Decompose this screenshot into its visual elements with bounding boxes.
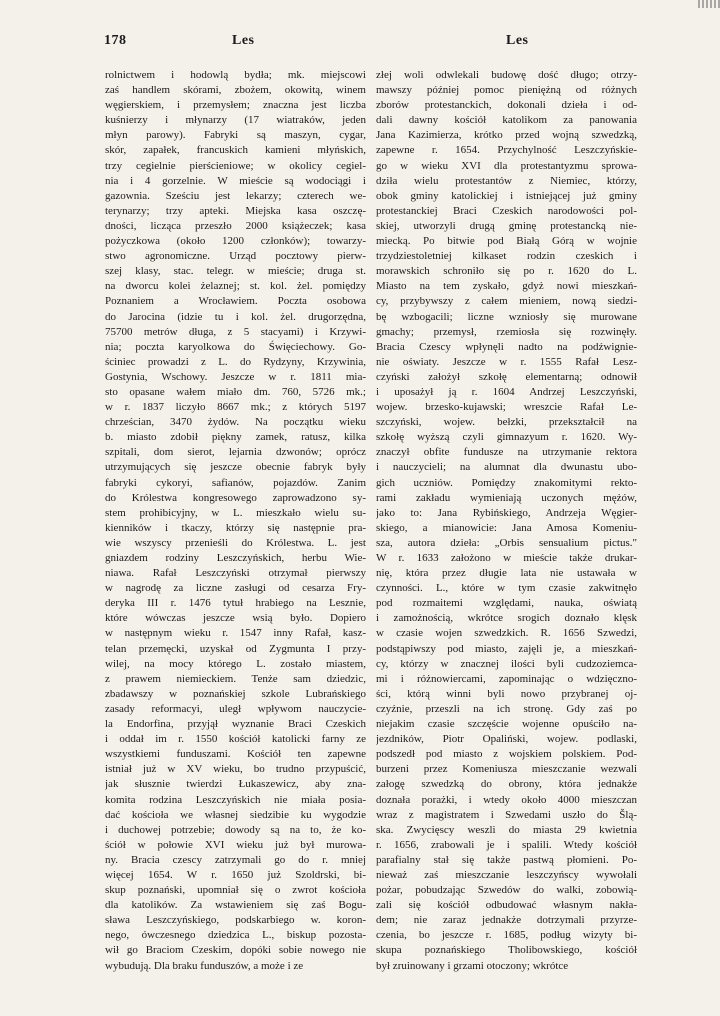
text-line: złej woli odwlekali budowę dość długo; otrzy- (376, 69, 637, 81)
text-line: doznała porażki, i wtedy około 4000 mieszczan (376, 793, 637, 806)
text-line: sto opasane wałem miało dm. 760, 5726 mk.; (105, 385, 366, 398)
text-line: sza, autora dzieła: „Orbis sensualium pictus." (376, 536, 637, 549)
text-line: mawszy później pomoc pieniężną od różnych (376, 84, 637, 97)
text-line: la Endorfina, przyjął wyznanie Braci Czeskich (105, 718, 366, 731)
text-line: ściół w połowie XVI wieku już był murowa- (105, 838, 366, 851)
text-line: czenia, bo jeszcze r. 1685, podług wizyty bi- (376, 929, 637, 942)
text-line: wił go Braciom Czeskim, dopóki sobie nowego nie (105, 944, 366, 957)
text-line: pożar, pobudzając Szwedów do walki, zobowią- (376, 884, 637, 897)
text-line: stem prohibicyjny, w L. mieszkało wielu su- (105, 506, 366, 519)
text-line: rami zakładu wymieniają uczonych mężów, (376, 491, 637, 504)
text-line: cy, przybywszy z całem mieniem, nową siedzi- (376, 295, 637, 308)
text-line: obok gminy katolickiej i istniejącej już gminy (376, 189, 637, 202)
text-line: zbadawszy w poznańskiej szkole Lubrańskiego (105, 687, 366, 700)
text-line: ściniec prowadzi z L. do Rydzyny, Krzywinia, (105, 355, 366, 368)
text-line: cy, którzy w znacznej ilości byli cudzoziemca- (376, 657, 637, 670)
text-line: nieważ zaś mieszczanie leszczyńscy wywołali (376, 868, 637, 881)
text-line: ny. Bracia czescy zatrzymali go do r. mniej (105, 853, 366, 866)
text-line: dziła wielu protestantów z Niemiec, którzy, (376, 174, 637, 187)
text-line: czyźnie, przeszli na ich stronę. Gdy zaś po (376, 702, 637, 715)
text-line: zali się kościół odbudować własnym nakła- (376, 899, 637, 912)
text-line: pożyczkowa (około 1200 członków); towarzy- (105, 235, 366, 248)
text-line: na dworcu kolei żelaznej; st. kol. żel. pomiędzy (105, 280, 366, 293)
text-line: węgierskiem, i przemysłem; znaczna jest liczba (105, 99, 366, 112)
text-line: skór, zapałek, francuskich kamieni młyńskich, (105, 144, 366, 157)
text-line: skiej, utworzyli drugą gminę protestancką nie- (376, 219, 637, 232)
page-header (104, 33, 620, 53)
text-line: nię, która przez długie lata nie ustawała w (376, 567, 637, 580)
running-title-left: Les (232, 33, 255, 48)
text-line: kienników i tkaczy, którzy się następnie pra- (105, 521, 366, 534)
text-line: morawskich schroniło się po r. 1620 do L. (376, 265, 637, 278)
text-line: gniazdem rodziny Leszczyńskich, herbu Wie- (105, 552, 366, 564)
text-line: dności, licząca przeszło 2000 książeczek; kasa (105, 219, 366, 232)
text-line: skupa poznańskiego Tholibowskiego, kościół (376, 944, 637, 957)
scan-edge-mark (698, 0, 720, 8)
text-line: burzeni przez Komeniusza mieszczanie wezwali (376, 763, 637, 776)
text-line: trzydziestoletniej kilkaset rodzin czeskich i (376, 250, 637, 263)
text-line: i oddał im r. 1550 kościół katolicki farny ze (105, 733, 366, 746)
text-line: go w wieku XVI dla protestantyzmu sprowa- (376, 159, 637, 172)
text-line: nego, ówczesnego dziedzica L., biskup pozosta- (105, 929, 366, 942)
text-line: podstąpiwszy pod miasto, zajęli je, a mieszkań- (376, 642, 637, 655)
text-line: czynności. L., które w tym czasie zakwitnęło (376, 582, 637, 595)
text-line: bę wzbogacili; liczne wzniosły się murowane (376, 310, 637, 323)
text-line: gazownia. Sześciu jest lekarzy; czterech we- (105, 189, 366, 202)
text-line: pod rozmaitemi względami, nauka, oświatą (376, 597, 637, 610)
text-line: W r. 1633 założono w mieście także drukar- (376, 552, 637, 564)
text-line: utrzymujących się jeszcze obecnie fabryk były (105, 461, 366, 474)
text-line: r. 1656, zrabowali je i spalili. Wtedy kościół (376, 838, 637, 851)
text-line: szczyński, wojew. bełzki, przekształcił na (376, 416, 637, 429)
text-line: załogę szwedzką do obrony, która jednakże (376, 778, 637, 791)
text-line: Miasto na tem zyskało, gdyż nowi mieszkań- (376, 280, 637, 293)
text-line: zapewne r. 1654. Przychylność Leszczyńskie- (376, 144, 637, 157)
text-line: i zamożnością, wkrótce srogich doznało klęsk (376, 612, 637, 625)
text-line: sława Leszczyńskiego, podskarbiego w. koron- (105, 914, 366, 927)
text-line: nia; poczta karyolkowa do Święciechowy. Go- (105, 340, 366, 353)
text-line: b. miasto zdobił piękny zamek, ratusz, kilka (105, 431, 366, 444)
text-line: Bracia Czescy wpłynęli nadto na podźwignie- (376, 340, 637, 353)
text-line: dem; nie zaraz jednakże dotrzymali przyrze- (376, 914, 637, 927)
text-line: podszedł pod miasto z wojskiem polskiem. Pod- (376, 748, 637, 761)
text-line: które wówczas jeszcze wsią było. Dopiero (105, 612, 366, 625)
text-line: dali dawny kościół katolikom za panowania (376, 114, 637, 127)
text-line: telan przemęcki, uzyskał od Zygmunta I przy- (105, 642, 366, 655)
text-line: rolnictwem i hodowlą bydła; mk. miejscowi (105, 69, 366, 81)
text-line: szkołę wyższą czyli gimnazyum r. 1620. Wy- (376, 431, 637, 444)
text-line: wszystkiemi funduszami. Kościół ten zapewne (105, 748, 366, 761)
text-line: Gostynia, Wschowy. Jeszcze w r. 1811 mia- (105, 370, 366, 383)
text-line: i duchowej potrzebie; dowody są na to, że ko- (105, 823, 366, 836)
text-line: wie wszyscy przenieśli do Królestwa. L. jest (105, 536, 366, 549)
text-line: zborów protestanckich, dokonali dzieła i od- (376, 99, 637, 112)
text-line: Poznaniem a Wrocławiem. Poczta osobowa (105, 295, 366, 308)
text-line: fabryki cykoryi, safianów, pojazdów. Zanim (105, 476, 366, 489)
text-line: deryka III r. 1476 tytuł hrabiego na Lesznie, (105, 597, 366, 610)
text-line: zaś handlem skórami, zbożem, okowitą, winem (105, 84, 366, 97)
text-line: z prawem niemieckiem. Tenże sam dziedzic, (105, 672, 366, 685)
text-line: wybudują. Dla braku funduszów, a może i ze (105, 959, 304, 972)
text-line: nia i 4 gorzelnie. W mieście są wodociągi i (105, 174, 366, 187)
text-line: trzy cegielnie pierścieniowe; w okolicy cegiel- (105, 159, 366, 172)
text-line: wojew. brzesko-kujawski; wreszcie Rafał Le- (376, 401, 637, 414)
text-line: w następnym wieku r. 1547 inny Rafał, kasz- (105, 627, 366, 640)
text-line: jako to: Jana Rybińskiego, Andrzeja Węgier- (376, 506, 637, 519)
text-line: stwo agronomiczne. Urząd pocztowy pierw- (105, 250, 366, 263)
text-line: niejakim czasie szczęście wojenne opuściło na- (376, 718, 637, 731)
text-line: ści, którą winni byli nowo przybranej oj- (376, 687, 637, 700)
text-line: szpitali, dom sierot, lejarnia dzwonów; oprócz (105, 446, 366, 459)
text-line: skup poznański, upomniał się o zwrot kościoła (105, 884, 366, 897)
text-line: i nauczycieli; na alumnat dla dwunastu ubo- (376, 461, 637, 474)
text-line: był zruinowany i grzami otoczony; wkrótce (376, 959, 569, 972)
text-line: terynarzy; trzy apteki. Miejska kasa oszczę- (105, 204, 366, 217)
text-line: więcej 1654. W r. 1650 już Szoldrski, bi- (105, 868, 366, 881)
text-line: czyński założył szkołę elementarną; odnowił (376, 370, 637, 383)
text-line: istniał już w XV wieku, bo trudno przypuścić, (105, 763, 366, 776)
text-line: w nagrodę za liczne zasługi od cesarza Fry- (105, 582, 366, 595)
text-line: miecką. Po bitwie pod Białą Górą w wojnie (376, 235, 637, 248)
text-line: niawa. Rafał Leszczyński otrzymał pierwszy (105, 567, 366, 580)
text-line: gich uczniów. Pomiędzy znakomitymi rekto- (376, 476, 637, 489)
text-line: jezdników, Piotr Opaliński, wojew. podlaski, (376, 733, 637, 746)
text-line: chrześcian, 3470 żydów. Na początku wieku (105, 416, 366, 429)
right-text-column (376, 68, 637, 974)
text-line: nie oświaty. Jeszcze w r. 1555 Rafał Lesz- (376, 355, 637, 368)
text-line: do Królestwa kongresowego zaprowadzono sy- (105, 491, 366, 504)
text-line: jak słusznie twierdzi Łukaszewicz, aby zna- (105, 778, 366, 791)
text-line: znaczył obfite fundusze na utrzymanie rektora (376, 446, 637, 459)
text-line: do Jarocina (idzie tu i kol. żel. drugorzędna, (105, 310, 366, 323)
text-line: młyn parowy). Fabryki są maszyn, cygar, (105, 129, 366, 142)
text-line: w czasie wojen szwedzkich. R. 1656 Szwedzi, (376, 627, 637, 640)
text-line: mi i różnowiercami, zapominając o wdzięczno- (376, 672, 637, 685)
text-line: 75700 metrów długa, z 5 stacyami) i Krzywi- (105, 325, 366, 338)
text-line: wilej, na mocy którego L. zostało miastem, (105, 657, 366, 670)
text-line: gmachy; przemysł, rzemiosła się rozwinęły. (376, 325, 637, 338)
text-line: protestanckiej Braci Czeskich narodowości pol- (376, 204, 637, 217)
text-line: dać kościoła we własnej siedzibie ku wygodzie (105, 808, 366, 821)
text-line: wraz z magistratem i Szwedami uszło do Šlą- (376, 808, 637, 821)
left-text-column (105, 68, 366, 974)
text-line: ska. Zwycięscy weszli do miasta 29 kwietnia (376, 823, 637, 836)
running-title-right: Les (506, 33, 529, 48)
text-line: zasady reformacyi, uległ wpływom nauczycie- (105, 702, 366, 715)
text-line: skiego, a mianowicie: Jana Amosa Komeniu- (376, 521, 637, 534)
text-line: szej klasy, stac. telegr. w mieście; druga st. (105, 265, 366, 278)
text-line: w r. 1837 liczyło 8667 mk.; z których 5197 (105, 401, 366, 414)
text-line: dla katolików. Za wstawieniem się zaś Bogu- (105, 899, 366, 912)
page-number: 178 (104, 33, 127, 48)
text-line: kuśnierzy i młynarzy (17 wiatraków, jeden (105, 114, 366, 127)
text-line: i uposażył ją r. 1604 Andrzej Leszczyński, (376, 385, 637, 398)
text-line: Jana Kazimierza, krótko przed wojną szwedzką, (376, 129, 637, 142)
text-line: parafialny stał się także pastwą płomieni. Po- (376, 853, 637, 866)
text-line: komita rodzina Leszczyńskich nie miała posia- (105, 793, 366, 806)
